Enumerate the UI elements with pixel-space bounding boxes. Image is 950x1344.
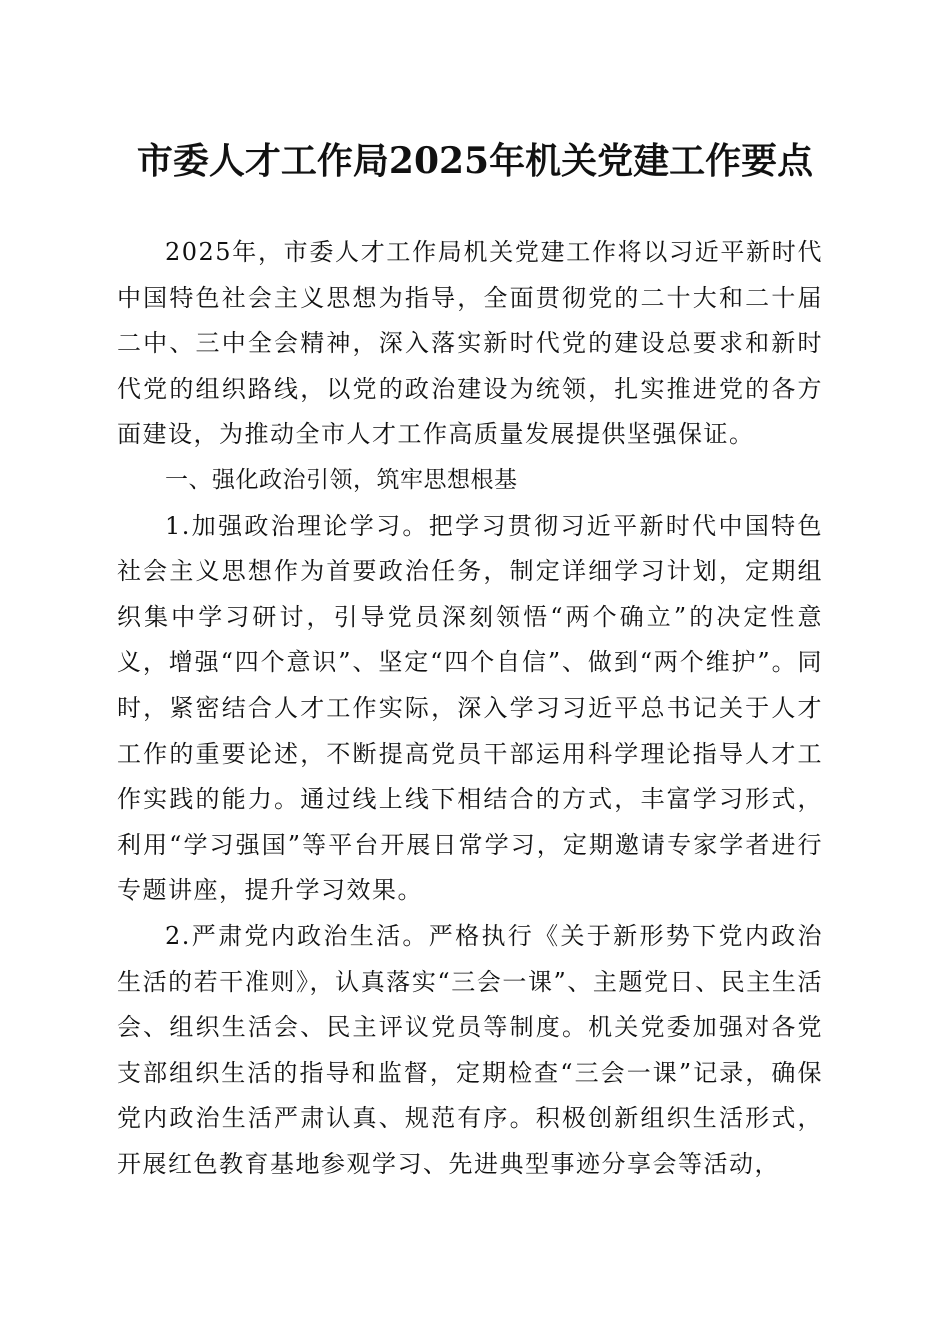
page-title: 市委人才工作局2025年机关党建工作要点 — [136, 140, 814, 182]
item-paragraph-2: 2.严肃党内政治生活。严格执行《关于新形势下党内政治生活的若干准则》，认真落实“三会一课”、主题党日、民主生活会、组织生活会、民主评议党员等制度。机关党委加强对各党支部组织生活的指导和监督，定期检查“三会一课”记录，确保党内政治生活严肃认真、规范有序。积极创新组织生活形式，开展红色教育基地参观学习、先进典型事迹分享会等活动， — [117, 921, 823, 1178]
item-paragraph-1: 1.加强政治理论学习。把学习贯彻习近平新时代中国特色社会主义思想作为首要政治任务，制定详细学习计划，定期组织集中学习研讨，引导党员深刻领悟“两个确立”的决定性意义，增强“四个意识”、坚定“四个自信”、做到“两个维护”。同时，紧密结合人才工作实际，深入学习习近平总书记关于人才工作的重要论述，不断提高党员干部运用科学理论指导人才工作实践的能力。通过线上线下相结合的方式，丰富学习形式，利用“学习强国”等平台开展日常学习，定期邀请专家学者进行专题讲座，提升学习效果。 — [117, 511, 823, 905]
intro-paragraph: 2025年，市委人才工作局机关党建工作将以习近平新时代中国特色社会主义思想为指导，全面贯彻党的二十大和二十届二中、三中全会精神，深入落实新时代党的建设总要求和新时代党的组织路线，以党的政治建设为统领，扎实推进党的各方面建设，为推动全市人才工作高质量发展提供坚强保证。 — [117, 238, 823, 449]
document-body — [117, 230, 823, 1187]
section-heading-1: 一、强化政治引领，筑牢思想根基 — [165, 466, 518, 493]
